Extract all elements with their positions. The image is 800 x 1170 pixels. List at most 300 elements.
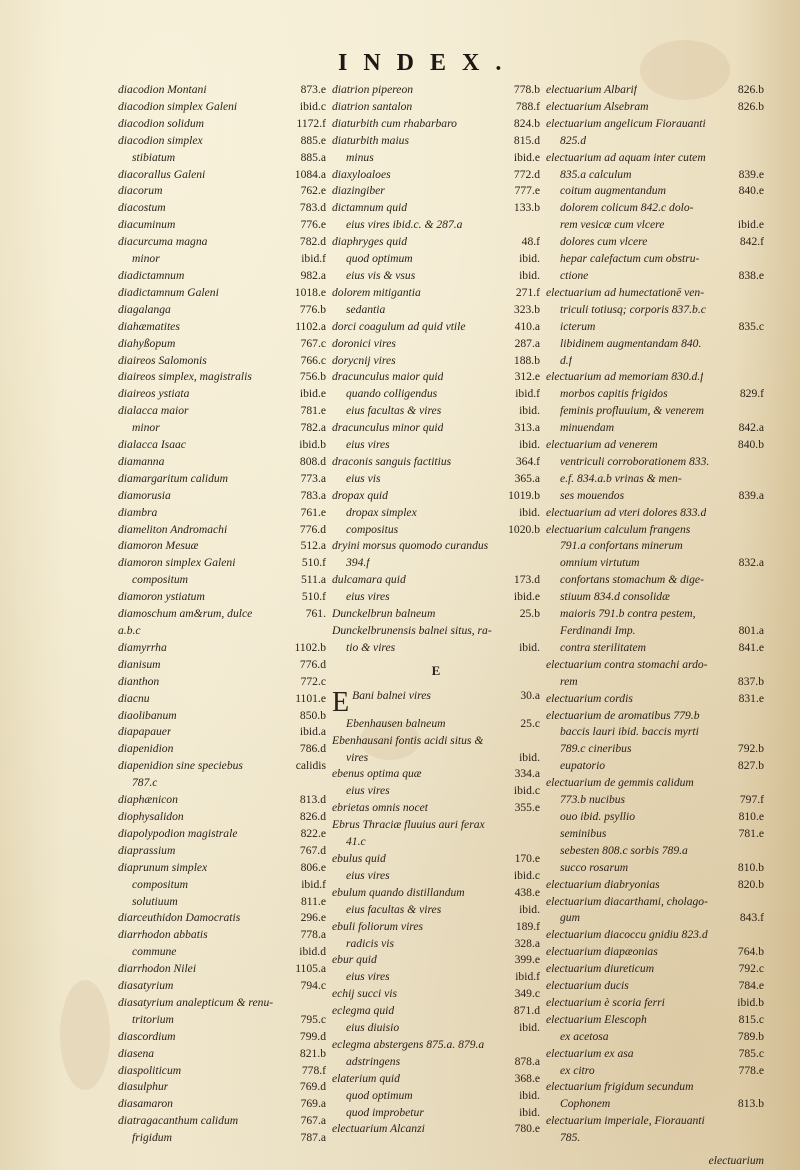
- entry-text: dryini morsus quomodo curandus: [332, 539, 489, 553]
- entry-page: 365.a: [514, 471, 540, 485]
- page-title: INDEX.: [338, 50, 518, 76]
- entry-page: 810.b: [737, 860, 764, 874]
- entry-page: 334.a: [514, 767, 540, 781]
- entry-page: 762.e: [300, 184, 326, 198]
- entry-page: 1101.e: [295, 691, 326, 705]
- index-entry: [332, 336, 540, 353]
- entry-text: eius vis & vsus: [346, 268, 416, 282]
- entry-page: 764.b: [737, 945, 764, 959]
- entry-page: 835.c: [738, 319, 764, 333]
- entry-text: electuarium de gemmis calidum: [546, 776, 694, 790]
- entry-page: calidis: [295, 759, 326, 773]
- index-entry: [546, 522, 764, 539]
- entry-page: 170.e: [514, 851, 540, 865]
- entry-page: ibid.c: [299, 99, 326, 113]
- index-entry: [546, 809, 764, 826]
- index-entry: [118, 1079, 326, 1096]
- index-entry: [546, 99, 764, 116]
- entry-page: 829.f: [739, 387, 764, 401]
- entry-text: 835.a calculum: [560, 167, 632, 181]
- entry-page: 776.b: [299, 302, 326, 316]
- entry-page: 839.a: [738, 488, 764, 502]
- entry-text: diamoschum am&rum, dulce: [118, 607, 253, 621]
- entry-page: 778.b: [513, 83, 540, 96]
- index-entry: [546, 319, 764, 336]
- entry-text: eius vis: [346, 471, 381, 485]
- index-entry: [118, 522, 326, 539]
- entry-page: 784.e: [738, 979, 764, 993]
- entry-text: e.f. 834.a.b vrinas & men-: [560, 471, 682, 485]
- entry-text: ex citro: [560, 1063, 595, 1077]
- index-entry: [332, 572, 540, 589]
- entry-page: 1084.a: [294, 167, 326, 181]
- entry-text: electuarium ad memoriam 830.d.f: [546, 370, 704, 384]
- entry-text: echij succi vis: [332, 987, 398, 1001]
- index-entry: [332, 454, 540, 471]
- index-entry: [332, 200, 540, 217]
- entry-page: 821.b: [299, 1046, 326, 1060]
- entry-page: ibid.: [519, 252, 540, 266]
- index-entry: [546, 606, 764, 623]
- entry-text: electuarium è scoria ferri: [546, 995, 665, 1009]
- entry-text: Dunckelbrun balneum: [332, 607, 436, 621]
- entry-text: electuarium contra stomachi ardo-: [546, 657, 708, 671]
- entry-page: [760, 1079, 764, 1096]
- index-column-1: [118, 82, 326, 1147]
- entry-page: 776.d: [299, 657, 326, 671]
- entry-page: 48.f: [521, 235, 540, 249]
- index-entry: [332, 403, 540, 420]
- index-entry: [118, 167, 326, 184]
- entry-page: 810.e: [738, 809, 764, 823]
- entry-text: ebur quid: [332, 953, 377, 967]
- entry-text: rem: [560, 674, 578, 688]
- entry-page: [760, 116, 764, 133]
- entry-text: 394.f: [346, 556, 370, 570]
- index-entry: [118, 657, 326, 674]
- entry-text: diamoron ystiatum: [118, 590, 205, 604]
- entry-text: sebesten 808.c sorbis 789.a: [560, 843, 688, 857]
- index-entry: [118, 183, 326, 200]
- entry-page: 839.e: [738, 167, 764, 181]
- entries-electuarium: [546, 82, 764, 1147]
- entry-text: 787.c: [132, 776, 158, 790]
- index-entry: [546, 572, 764, 589]
- index-entry: [332, 234, 540, 251]
- entry-page: [322, 775, 326, 792]
- entry-text: dropax quid: [332, 488, 388, 502]
- index-entry: [118, 961, 326, 978]
- entry-page: ibid.e: [513, 590, 540, 604]
- index-entry: [118, 268, 326, 285]
- entry-page: 871.d: [513, 1004, 540, 1018]
- index-entry: [546, 437, 764, 454]
- entry-page: [760, 150, 764, 167]
- entry-text: electuarium diapæonias: [546, 945, 658, 959]
- entry-text: icterum: [560, 319, 596, 333]
- index-entry: [118, 640, 326, 657]
- index-entry: [546, 403, 764, 420]
- entry-page: ibid.c: [513, 784, 540, 798]
- entry-page: 189.f: [515, 919, 540, 933]
- entry-text: diarrhodon Nilei: [118, 962, 197, 976]
- entry-page: 355.e: [514, 801, 540, 815]
- index-entry: [118, 82, 326, 99]
- entry-text: eupatorio: [560, 759, 606, 773]
- entry-page: 767.c: [300, 336, 326, 350]
- entry-page: ibid.c: [513, 868, 540, 882]
- index-entry: [118, 471, 326, 488]
- entry-page: 787.a: [300, 1131, 326, 1145]
- entry-page: 842.a: [738, 421, 764, 435]
- index-entry: [546, 116, 764, 133]
- index-entry: [332, 902, 540, 919]
- index-entry: [118, 1096, 326, 1113]
- index-entry: [546, 488, 764, 505]
- index-entry: [118, 454, 326, 471]
- index-entry: [332, 868, 540, 885]
- entry-text: adstringens: [346, 1054, 401, 1068]
- entry-page: ibid.f: [515, 970, 540, 984]
- index-entry: [546, 454, 764, 471]
- entry-page: [536, 1037, 540, 1054]
- index-entry: [332, 555, 540, 572]
- entry-page: ibid.f: [301, 252, 326, 266]
- entry-page: 792.b: [737, 742, 764, 756]
- index-entry: [118, 1113, 326, 1130]
- index-entry: [546, 877, 764, 894]
- entry-text: electuarium ad aquam inter cutem: [546, 150, 706, 164]
- index-entry: [332, 420, 540, 437]
- entry-text: eius vires: [346, 590, 390, 604]
- entry-page: 296.e: [300, 911, 326, 925]
- entry-page: ibid.: [519, 404, 540, 418]
- index-entry: [118, 741, 326, 758]
- index-entry: [332, 1037, 540, 1054]
- entry-text: triculi totiusq; corporis 837.b.c: [560, 302, 706, 316]
- section-letter-e: E: [431, 662, 441, 678]
- entries-d: [332, 82, 540, 657]
- entry-text: quod optimum: [346, 252, 413, 266]
- index-entry: [332, 851, 540, 868]
- entry-page: 982.a: [300, 268, 326, 282]
- index-entry: [332, 116, 540, 133]
- entry-page: [536, 733, 540, 750]
- entry-page: 761.: [305, 607, 326, 621]
- entry-page: [536, 623, 540, 640]
- entry-text: dracunculus maior quid: [332, 370, 444, 384]
- entry-page: [760, 403, 764, 420]
- entry-text: diacorallus Galeni: [118, 167, 206, 181]
- index-entry: [118, 234, 326, 251]
- index-entry: [546, 183, 764, 200]
- entry-page: 756.b: [299, 370, 326, 384]
- entry-page: 769.d: [299, 1080, 326, 1094]
- entry-text: diasatyrium: [118, 979, 174, 993]
- index-entry: [332, 268, 540, 285]
- entry-page: 368.e: [514, 1071, 540, 1085]
- entry-page: 831.e: [738, 691, 764, 705]
- entry-text: diadictamnum Galeni: [118, 285, 219, 299]
- entry-text: dianthon: [118, 674, 160, 688]
- entry-text: minus: [346, 150, 374, 164]
- entry-page: 785.c: [738, 1046, 764, 1060]
- entry-page: [760, 133, 764, 150]
- entry-page: 826.b: [737, 83, 764, 96]
- entry-page: 349.c: [514, 987, 540, 1001]
- entry-page: 766.c: [300, 353, 326, 367]
- entry-page: 271.f: [515, 285, 540, 299]
- index-entry: [118, 505, 326, 522]
- entry-text: diaprunum simplex: [118, 860, 208, 874]
- entry-text: quod improbetur: [346, 1105, 424, 1119]
- index-entry: [546, 961, 764, 978]
- entry-text: hepar calefactum cum obstru-: [560, 252, 700, 266]
- index-entry: [546, 927, 764, 944]
- entry-page: [760, 894, 764, 911]
- entry-page: 776.e: [300, 218, 326, 232]
- entry-page: [760, 843, 764, 860]
- index-entry: [118, 116, 326, 133]
- index-entry: [332, 1020, 540, 1037]
- entry-text: diacodion simplex: [118, 133, 203, 147]
- entry-text: diaphryges quid: [332, 235, 408, 249]
- entry-text: diazingiber: [332, 184, 385, 198]
- entry-page: [760, 353, 764, 370]
- entry-page: [760, 336, 764, 353]
- entry-text: diamanna: [118, 454, 165, 468]
- entry-page: 1102.b: [294, 640, 326, 654]
- entry-text: diophysalidon: [118, 809, 184, 823]
- entry-text: electuarium cordis: [546, 691, 633, 705]
- entry-page: 1172.f: [296, 116, 326, 130]
- entry-page: 287.a: [514, 336, 540, 350]
- index-entry: [118, 910, 326, 927]
- index-entry: [118, 555, 326, 572]
- entry-page: [760, 505, 764, 522]
- entry-text: diambra: [118, 505, 158, 519]
- entry-page: [536, 217, 540, 234]
- entry-page: 815.d: [513, 133, 540, 147]
- entry-page: [536, 538, 540, 555]
- entry-page: 173.d: [513, 573, 540, 587]
- entry-text: baccis lauri ibid. baccis myrti: [560, 725, 699, 739]
- index-entry: [332, 800, 540, 817]
- index-entry: [332, 369, 540, 386]
- entry-page: 510.f: [301, 556, 326, 570]
- entry-text: coitum augmentandum: [560, 184, 666, 198]
- index-entry: [546, 792, 764, 809]
- index-entry: [118, 403, 326, 420]
- entry-page: 840.e: [738, 184, 764, 198]
- entry-page: 832.a: [738, 556, 764, 570]
- index-entry: [332, 167, 540, 184]
- entry-page: [760, 369, 764, 386]
- entry-page: 777.e: [514, 184, 540, 198]
- entry-page: ibid.: [519, 1088, 540, 1102]
- index-entry: [332, 1054, 540, 1071]
- index-entry: [546, 640, 764, 657]
- index-entry: [546, 843, 764, 860]
- entry-page: [536, 555, 540, 572]
- index-entry: [332, 1003, 540, 1020]
- entry-page: 30.a: [520, 688, 540, 702]
- index-entry: [546, 1096, 764, 1113]
- entry-page: 808.d: [299, 454, 326, 468]
- index-entry: [332, 716, 540, 733]
- entry-text: electuarium ad humectationē ven-: [546, 285, 705, 299]
- entry-page: 813.d: [299, 793, 326, 807]
- entry-page: 783.a: [300, 488, 326, 502]
- index-entry: [546, 910, 764, 927]
- entry-text: eclegma abstergens 875.a. 879.a: [332, 1037, 485, 1051]
- entry-page: 824.b: [513, 116, 540, 130]
- entry-page: [760, 927, 764, 944]
- index-entry: [332, 834, 540, 851]
- entry-page: [760, 302, 764, 319]
- index-entry: [118, 944, 326, 961]
- index-entry: [332, 1071, 540, 1088]
- paper-stain: [60, 980, 110, 1090]
- index-entry: [332, 952, 540, 969]
- entry-text: diamyrrha: [118, 640, 167, 654]
- index-entry: [332, 386, 540, 403]
- index-entry: [118, 99, 326, 116]
- index-entry: [546, 657, 764, 674]
- entry-text: diasena: [118, 1046, 155, 1060]
- index-entry: [332, 99, 540, 116]
- entry-text: diaprassium: [118, 843, 176, 857]
- entry-text: eius facultas & vires: [346, 902, 442, 916]
- entry-page: 842.f: [739, 235, 764, 249]
- entry-text: electuarium Albarif: [546, 83, 637, 96]
- index-entry: [546, 741, 764, 758]
- entry-text: ex acetosa: [560, 1029, 609, 1043]
- entry-text: dictamnum quid: [332, 201, 408, 215]
- index-entry: [546, 1029, 764, 1046]
- index-entry: [546, 1012, 764, 1029]
- index-entry: [332, 505, 540, 522]
- entry-text: diapapauer: [118, 725, 172, 739]
- index-entry: [332, 488, 540, 505]
- index-entry: [546, 1063, 764, 1080]
- entry-page: 813.b: [737, 1097, 764, 1111]
- index-entry: [118, 894, 326, 911]
- entry-page: [760, 724, 764, 741]
- catchword: electuarium: [708, 1154, 764, 1168]
- index-entry: [118, 420, 326, 437]
- entry-page: [536, 817, 540, 834]
- entry-page: 792.c: [738, 962, 764, 976]
- entry-page: [760, 775, 764, 792]
- entry-text: commune: [132, 945, 177, 959]
- entry-text: d.f: [560, 353, 572, 367]
- entry-text: seminibus: [560, 826, 607, 840]
- index-entry: [546, 150, 764, 167]
- entry-text: dolores cum vlcere: [560, 235, 648, 249]
- entry-text: diahyßopum: [118, 336, 176, 350]
- index-entry: [332, 319, 540, 336]
- index-entry: [118, 927, 326, 944]
- index-entry: [118, 1029, 326, 1046]
- entry-text: ebrietas omnis nocet: [332, 801, 428, 815]
- index-entry: [332, 688, 540, 716]
- entry-page: [760, 200, 764, 217]
- index-entry: [332, 986, 540, 1003]
- entry-text: diahæmatites: [118, 319, 180, 333]
- index-column-3: [546, 82, 764, 1170]
- entry-text: libidinem augmentandam 840.: [560, 336, 702, 350]
- entry-text: gum: [560, 911, 580, 925]
- index-entry: [332, 783, 540, 800]
- entry-page: 133.b: [513, 201, 540, 215]
- index-entry: [332, 1088, 540, 1105]
- entry-text: electuarium Elescoph: [546, 1012, 647, 1026]
- index-entry: [118, 589, 326, 606]
- entry-page: 778.a: [300, 928, 326, 942]
- index-entry: [332, 353, 540, 370]
- entry-page: ibid.b: [299, 438, 326, 452]
- index-entry: [118, 674, 326, 691]
- entry-page: ibid.: [519, 1021, 540, 1035]
- entry-page: ibid.f: [515, 387, 540, 401]
- entry-page: 789.b: [737, 1029, 764, 1043]
- entry-text: electuarium ad venerem: [546, 438, 658, 452]
- index-entry: [118, 217, 326, 234]
- entry-page: 767.d: [299, 843, 326, 857]
- entry-text: 825.d: [560, 133, 587, 147]
- index-entry: [118, 386, 326, 403]
- entry-page: 312.e: [514, 370, 540, 384]
- entry-page: 399.e: [514, 953, 540, 967]
- index-entry: [546, 82, 764, 99]
- entry-text: tio & vires: [346, 640, 396, 654]
- entry-text: diaturbith maius: [332, 133, 409, 147]
- index-entry: [546, 978, 764, 995]
- entry-text: dropax simplex: [346, 505, 417, 519]
- index-entry: [332, 183, 540, 200]
- index-entry: [546, 1046, 764, 1063]
- entry-page: 438.e: [514, 885, 540, 899]
- entry-page: 815.c: [738, 1012, 764, 1026]
- entry-text: diasamaron: [118, 1097, 173, 1111]
- index-entry: [332, 885, 540, 902]
- entry-text: diascordium: [118, 1029, 176, 1043]
- entry-text: eius facultas & vires: [346, 404, 442, 418]
- entry-page: 364.f: [515, 454, 540, 468]
- index-entry: [332, 302, 540, 319]
- entry-text: diacurcuma magna: [118, 235, 208, 249]
- entry-text: electuarium de aromatibus 779.b: [546, 708, 700, 722]
- entry-text: elaterium quid: [332, 1071, 400, 1085]
- index-entry: [546, 995, 764, 1012]
- entry-page: 850.b: [299, 708, 326, 722]
- entry-text: stiuum 834.d consolidæ: [560, 590, 670, 604]
- entry-text: Bani balnei vires: [352, 688, 431, 702]
- index-entry: [118, 978, 326, 995]
- entry-text: diamoron Mesuæ: [118, 539, 199, 553]
- entry-page: 885.a: [300, 150, 326, 164]
- index-entry: [546, 369, 764, 386]
- entry-page: 410.a: [514, 319, 540, 333]
- entry-page: 781.e: [300, 404, 326, 418]
- entry-page: 778.f: [301, 1063, 326, 1077]
- entry-text: electuarium angelicum Fiorauanti: [546, 116, 706, 130]
- entry-text: electuarium imperiale, Fiorauanti: [546, 1114, 705, 1128]
- index-entry: [118, 995, 326, 1012]
- entry-text: ebulus quid: [332, 851, 386, 865]
- entry-page: [760, 251, 764, 268]
